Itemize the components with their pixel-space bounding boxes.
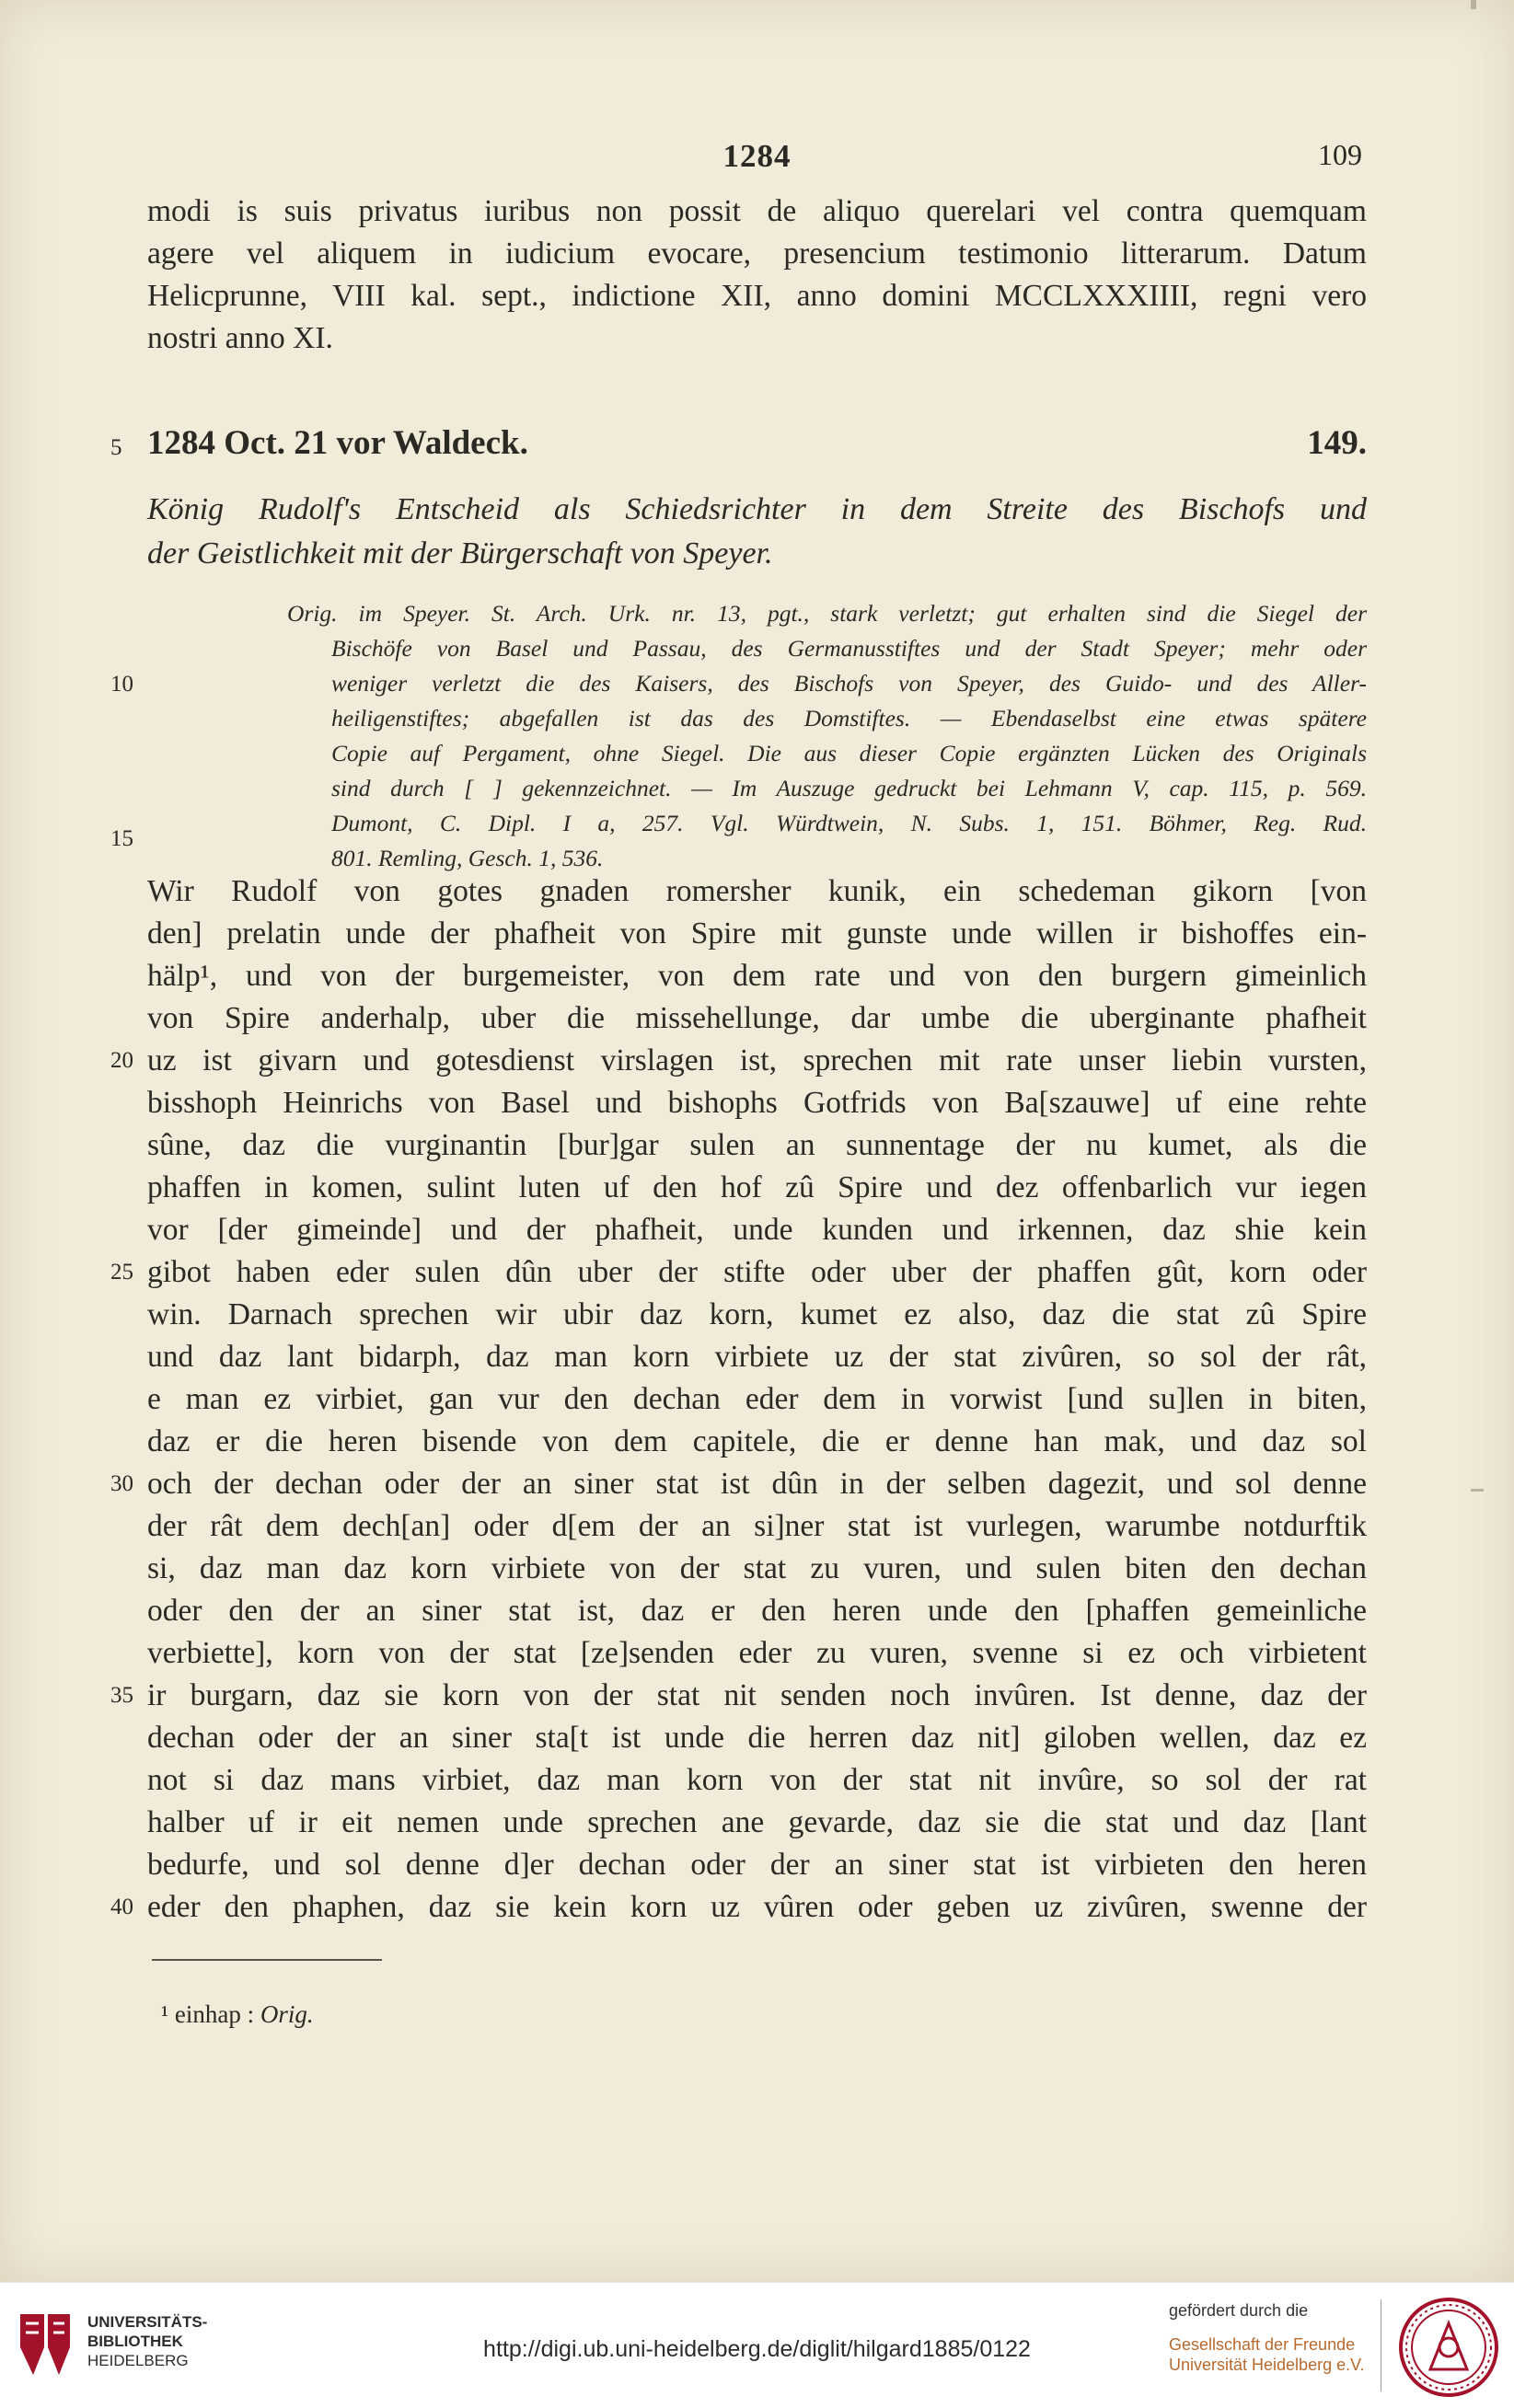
- intro-line: modi is suis privatus iuribus non possit de aliquo querelari vel contra quemquam: [147, 194, 1367, 228]
- university-seal-icon: [1397, 2296, 1500, 2399]
- line-number: 40: [110, 1895, 133, 1919]
- line-number: 20: [110, 1048, 133, 1073]
- source-note-line: Orig. im Speyer. St. Arch. Urk. nr. 13, pgt., stark verletzt; gut erhalten sind die Siegel der: [287, 600, 1367, 627]
- library-name-line: BIBLIOTHEK: [87, 2333, 183, 2350]
- line-number: 5: [110, 435, 122, 460]
- sponsor-name-line: Universität Heidelberg e.V.: [1169, 2356, 1365, 2374]
- permalink-url[interactable]: http://digi.ub.uni-heidelberg.de/diglit/hilgard1885/0122: [483, 2336, 1031, 2362]
- body-line: uz ist givarn und gotesdienst virslagen ist, sprechen mit rate unser liebin vursten,: [147, 1043, 1367, 1077]
- source-note-line: Copie auf Pergament, ohne Siegel. Die aus dieser Copie ergänzten Lücken des Originals: [331, 740, 1367, 766]
- body-line: eder den phaphen, daz sie kein korn uz vûren oder geben uz zivûren, swenne der: [147, 1890, 1367, 1924]
- line-number: 30: [110, 1471, 133, 1496]
- footnote-source: Orig.: [260, 2000, 314, 2028]
- line-number: 25: [110, 1260, 133, 1285]
- body-line: not si daz mans virbiet, daz man korn von der stat nit invûre, so sol der rat: [147, 1763, 1367, 1797]
- document-heading: [147, 423, 1367, 469]
- body-line: sûne, daz die vurginantin [bur]gar sulen an sunnentage der nu kumet, als die: [147, 1128, 1367, 1162]
- line-number: 35: [110, 1683, 133, 1708]
- library-name-line: UNIVERSITÄTS-: [87, 2313, 208, 2331]
- intro-line: agere vel aliquem in iudicium evocare, presencium testimonio litterarum. Datum: [147, 236, 1367, 271]
- body-line: dechan oder der an siner sta[t ist unde die herren daz nit] giloben wellen, daz ez: [147, 1721, 1367, 1755]
- source-note-line: Bischöfe von Basel und Passau, des Germanusstiftes und der Stadt Speyer; mehr oder: [331, 635, 1367, 662]
- source-note-line: heiligenstiftes; abgefallen ist das des Domstiftes. — Ebendaselbst eine etwas spätere: [331, 705, 1367, 732]
- footnote-rule: [152, 1959, 382, 1961]
- source-note-line: 801. Remling, Gesch. 1, 536.: [331, 845, 604, 871]
- body-line: der rât dem dech[an] oder d[em der an si]ner stat ist vurlegen, warumbe notdurftik: [147, 1509, 1367, 1543]
- body-line: bisshoph Heinrichs von Basel und bishophs Gotfrids von Ba[szauwe] uf eine rehte: [147, 1086, 1367, 1120]
- body-line: phaffen in komen, sulint luten uf den hof zû Spire und dez offenbarlich vur iegen: [147, 1170, 1367, 1204]
- intro-line: nostri anno XI.: [147, 321, 333, 355]
- document-date-place: 1284 Oct. 21 vor Waldeck.: [147, 424, 528, 462]
- source-note-line: Dumont, C. Dipl. I a, 257. Vgl. Würdtwein, N. Subs. 1, 151. Böhmer, Reg. Rud.: [331, 810, 1367, 836]
- scan-edge-mark: [1471, 1489, 1484, 1492]
- body-line: e man ez virbiet, gan vur den dechan eder dem in vorwist [und su]len in biten,: [147, 1382, 1367, 1416]
- line-number: 10: [110, 672, 133, 697]
- body-line: daz er die heren bisende von dem capitele, die er denne han mak, und daz sol: [147, 1424, 1367, 1458]
- regest-line: König Rudolf's Entscheid als Schiedsrichter in dem Streite des Bischofs und: [147, 492, 1367, 526]
- body-line: gibot haben eder sulen dûn uber der stifte oder uber der phaffen gût, korn oder: [147, 1255, 1367, 1289]
- footnote-text: einhap :: [174, 2000, 255, 2028]
- body-line: hälp¹, und von der burgemeister, von dem rate und von den burgern gimeinlich: [147, 959, 1367, 993]
- document-number: 149.: [1307, 424, 1367, 462]
- footnote-marker: ¹: [161, 2000, 169, 2028]
- body-line: och der dechan oder der an siner stat ist dûn in der selben dagezit, und sol denne: [147, 1467, 1367, 1501]
- scan-edge-mark: [1471, 0, 1476, 9]
- body-line: verbiette], korn von der stat [ze]senden eder zu vuren, svenne si ez och virbietent: [147, 1636, 1367, 1670]
- body-line: bedurfe, und sol denne d]er dechan oder der an siner stat ist virbieten den heren: [147, 1848, 1367, 1882]
- body-line: Wir Rudolf von gotes gnaden romersher kunik, ein schedeman gikorn [von: [147, 874, 1367, 908]
- body-line: von Spire anderhalp, uber die missehellunge, dar umbe die uberginante phafheit: [147, 1001, 1367, 1035]
- sponsor-label: gefördert durch die: [1169, 2301, 1309, 2320]
- footnote: [161, 1997, 314, 2032]
- library-name-line: HEIDELBERG: [87, 2352, 189, 2369]
- sponsor-name: [1169, 2334, 1364, 2375]
- body-line: und daz lant bidarph, daz man korn virbiete uz der stat zivûren, so sol der rât,: [147, 1340, 1367, 1374]
- body-line: den] prelatin unde der phafheit von Spire mit gunste unde willen ir bishoffes ein-: [147, 916, 1367, 951]
- source-note-line: weniger verletzt die des Kaisers, des Bischofs von Speyer, des Guido- und des Aller-: [331, 670, 1367, 697]
- page-year-heading: 1284: [722, 138, 792, 174]
- body-line: ir burgarn, daz sie korn von der stat nit senden noch invûren. Ist denne, daz der: [147, 1678, 1367, 1712]
- viewer-footer: [0, 2282, 1514, 2408]
- body-line: win. Darnach sprechen wir ubir daz korn, kumet ez also, daz die stat zû Spire: [147, 1297, 1367, 1331]
- source-note-line: sind durch [ ] gekennzeichnet. — Im Auszuge gedruckt bei Lehmann V, cap. 115, p. 569.: [331, 775, 1367, 801]
- body-line: si, daz man daz korn virbiete von der stat zu vuren, und sulen biten den dechan: [147, 1551, 1367, 1585]
- body-line: vor [der gimeinde] und der phafheit, unde kunden und irkennen, daz shie kein: [147, 1213, 1367, 1247]
- line-number: 15: [110, 826, 133, 851]
- body-line: oder den der an siner stat ist, daz er den heren unde den [phaffen gemeinliche: [147, 1594, 1367, 1628]
- body-line: halber uf ir eit nemen unde sprechen ane gevarde, daz sie die stat und daz [lant: [147, 1805, 1367, 1839]
- regest-line: der Geistlichkeit mit der Bürgerschaft von Speyer.: [147, 536, 773, 570]
- folio-number: 109: [1318, 138, 1362, 171]
- sponsor-name-line: Gesellschaft der Freunde: [1169, 2335, 1356, 2354]
- intro-line: Helicprunne, VIII kal. sept., indictione XII, anno domini MCCLXXXIIII, regni vero: [147, 279, 1367, 313]
